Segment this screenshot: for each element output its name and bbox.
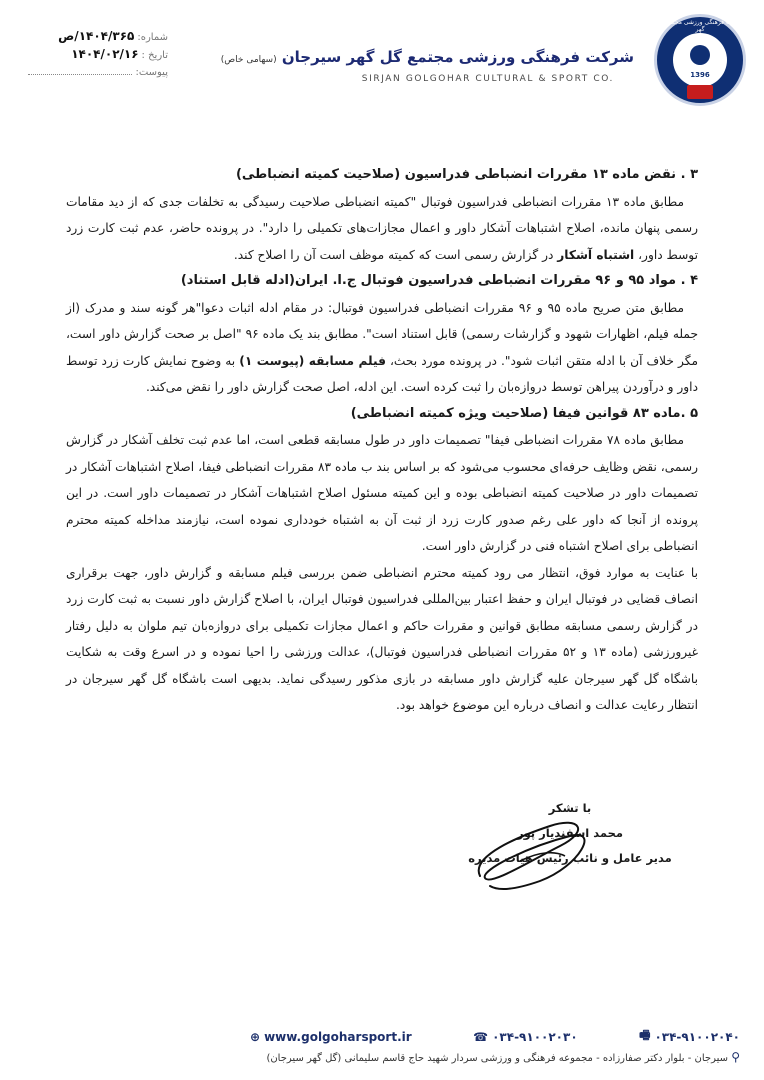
section-4-paragraph — [66, 295, 698, 401]
s4-text-2: به وضوح نمایش کارت زرد توسط داور و درآوردن پیراهن توسط دروازه‌بان را ثبت کرده است. این ادله، اصل صحت گزارش داور را نقض می‌کند. — [66, 353, 698, 394]
section-4-heading: ۴ . مواد ۹۵ و ۹۶ مقررات انضباطی فدراسیون فوتبال ج.ا. ایران(ادله قابل استناد) — [180, 273, 698, 288]
company-type: (سهامی خاص) — [220, 55, 277, 65]
letter-meta — [28, 28, 168, 81]
handwritten-signature — [460, 806, 610, 896]
letter-body — [66, 162, 698, 719]
s4-text-1: مطابق متن صریح ماده ۹۵ و ۹۶ مقررات انضباطی فدراسیون فوتبال: در مقام ادله اثبات دعوا"هر گونه سند و مدرک (از جمله فیلم، اظهارات شهود و گزارشات رسمی) قابل استناد است". مطابق بند یک ماده ۹۶ "اصل بر صحت گزارش داور است، مگر خلاف آن با ادله متقن اثبات شود". در پرونده مورد بحث، — [66, 300, 698, 368]
club-logo — [654, 14, 746, 106]
meta-attachment-row — [28, 64, 168, 81]
signer-title: مدیر عامل و نائب رئیس هیات مدیره — [468, 851, 672, 865]
website-text: www.golgoharsport.ir — [264, 1029, 412, 1044]
globe-icon: ⊕ — [250, 1029, 261, 1044]
signer-name: محمد اسفندیار پور — [516, 826, 624, 840]
footer-address — [250, 1050, 740, 1064]
location-pin-icon: ⚲ — [731, 1050, 740, 1064]
number-value: ۱۴۰۴/۳۶۵/ص — [58, 29, 135, 43]
address-text: سیرجان - بلوار دکتر صفارزاده - مجموعه فرهنگی و ورزشی سردار شهید حاج قاسم سلیمانی (گل گهر سیرجان) — [266, 1053, 729, 1064]
section-3-paragraph — [66, 189, 698, 269]
meta-number-row — [28, 28, 168, 46]
s3-text-1: مطابق ماده ۱۳ مقررات انضباطی فدراسیون فوتبال "کمیته انضباطی صلاحیت رسیدگی به تخلفات جدی که از دید مقامات رسمی پنهان مانده، اصلاح اشتباهات آشکار داور و اعمال مجازات‌های تکمیلی را دارد". در پرونده حاضر، عدم ثبت کارت زرد توسط داور، — [66, 194, 698, 262]
company-name-fa — [220, 48, 634, 66]
letterhead — [0, 0, 764, 130]
footer-website[interactable] — [250, 1026, 412, 1047]
s4-bold: فیلم مسابقه (پیوست ۱) — [239, 353, 386, 368]
phone-text: ۰۳۴-۹۱۰۰۲۰۳۰ — [492, 1029, 578, 1044]
date-label: تاریخ : — [141, 50, 168, 61]
number-label: شماره: — [137, 32, 168, 43]
s3-bold: اشتباه آشکار — [557, 247, 635, 262]
attachment-label: پیوست: — [135, 67, 168, 78]
regards-text: با تشکر — [548, 801, 592, 815]
phone-icon: ☎ — [473, 1029, 489, 1044]
logo-emblem — [673, 33, 727, 87]
logo-ring-text: شرکت فرهنگی ورزشی مجتمع گل گهر — [657, 19, 743, 33]
meta-date-row — [28, 46, 168, 64]
closing-paragraph: با عنایت به موارد فوق، انتظار می رود کمیته محترم انضباطی ضمن بررسی فیلم مسابقه و گزارش داور، جهت برقراری انصاف قضایی در فوتبال ایران و حفظ اعتبار بین‌المللی فدراسیون فوتبال ایران، با اصلاح گزارش داور نسبت به ثبت کارت زرد در گزارش رسمی مسابقه مطابق قوانین و مقررات حاکم و اعمال مجازات تکمیلی برای دروازه‌بان تیم ملوان به دلیل رفتار غیرورزشی (ماده ۱۳ و ۵۲ مقررات انضباطی فدراسیون فوتبال)، عدالت ورزشی را احیا نموده و در اسرع وقت به شکایت باشگاه گل گهر سیرجان علیه گزارش داور مسابقه در بازی مذکور رسیدگی نماید. بدیهی است باشگاه گل گهر سیرجان در انتظار رعایت عدالت و انصاف درباره این موضوع خواهد بود. — [66, 565, 699, 712]
letter-footer — [0, 1018, 764, 1080]
fax-text: ۰۳۴-۹۱۰۰۲۰۴۰ — [654, 1029, 740, 1044]
company-name-en: SIRJAN GOLGOHAR CULTURAL & SPORT CO. — [361, 74, 614, 84]
section-5-heading: ۵ .ماده ۸۳ قوانین فیفا (صلاحیت ویژه کمیته انضباطی) — [350, 405, 698, 421]
company-name-fa-text: شرکت فرهنگی ورزشی مجتمع گل گهر سیرجان — [281, 48, 634, 66]
footer-phone — [473, 1026, 578, 1047]
section-5-paragraph: مطابق ماده ۷۸ مقررات انضباطی فیفا" تصمیمات داور در طول مسابقه قطعی است، اما عدم ثبت تخلف آشکار در گزارش رسمی، نقض وظایف حرفه‌ای محسوب می‌شود که بر اساس بند ب ماده ۸۳ مقررات انضباطی فیفا، اصلاح اشتباهات آشکار در تصمیمات داور در صلاحیت کمیته انضباطی بوده و این کمیته مسئول اصلاح اشتباهات آشکار در تصمیمات داور است. در این پرونده از آنجا که داور علی رغم صدور کارت زرد از ثبت آن به اشتباه خودداری نموده است، نیازمند مداخله کمیته محترم انضباطی برای اصلاح اشتباه فنی در گزارش داور است. — [66, 433, 699, 553]
section-3-heading: ۳ . نقض ماده ۱۳ مقررات انضباطی فدراسیون (صلاحیت کمیته انضباطی) — [235, 167, 698, 182]
footer-fax — [639, 1026, 740, 1047]
logo-ball-icon — [690, 45, 710, 65]
logo-badge — [687, 85, 713, 99]
footer-contacts — [250, 1026, 740, 1047]
s3-text-2: در گزارش رسمی است که کمیته موظف است آن را اصلاح کند. — [233, 247, 558, 262]
attachment-dots — [28, 65, 132, 75]
fax-icon: 🖷 — [639, 1028, 651, 1042]
logo-year: 1396 — [690, 71, 710, 79]
date-value: ۱۴۰۴/۰۲/۱۶ — [71, 47, 139, 61]
